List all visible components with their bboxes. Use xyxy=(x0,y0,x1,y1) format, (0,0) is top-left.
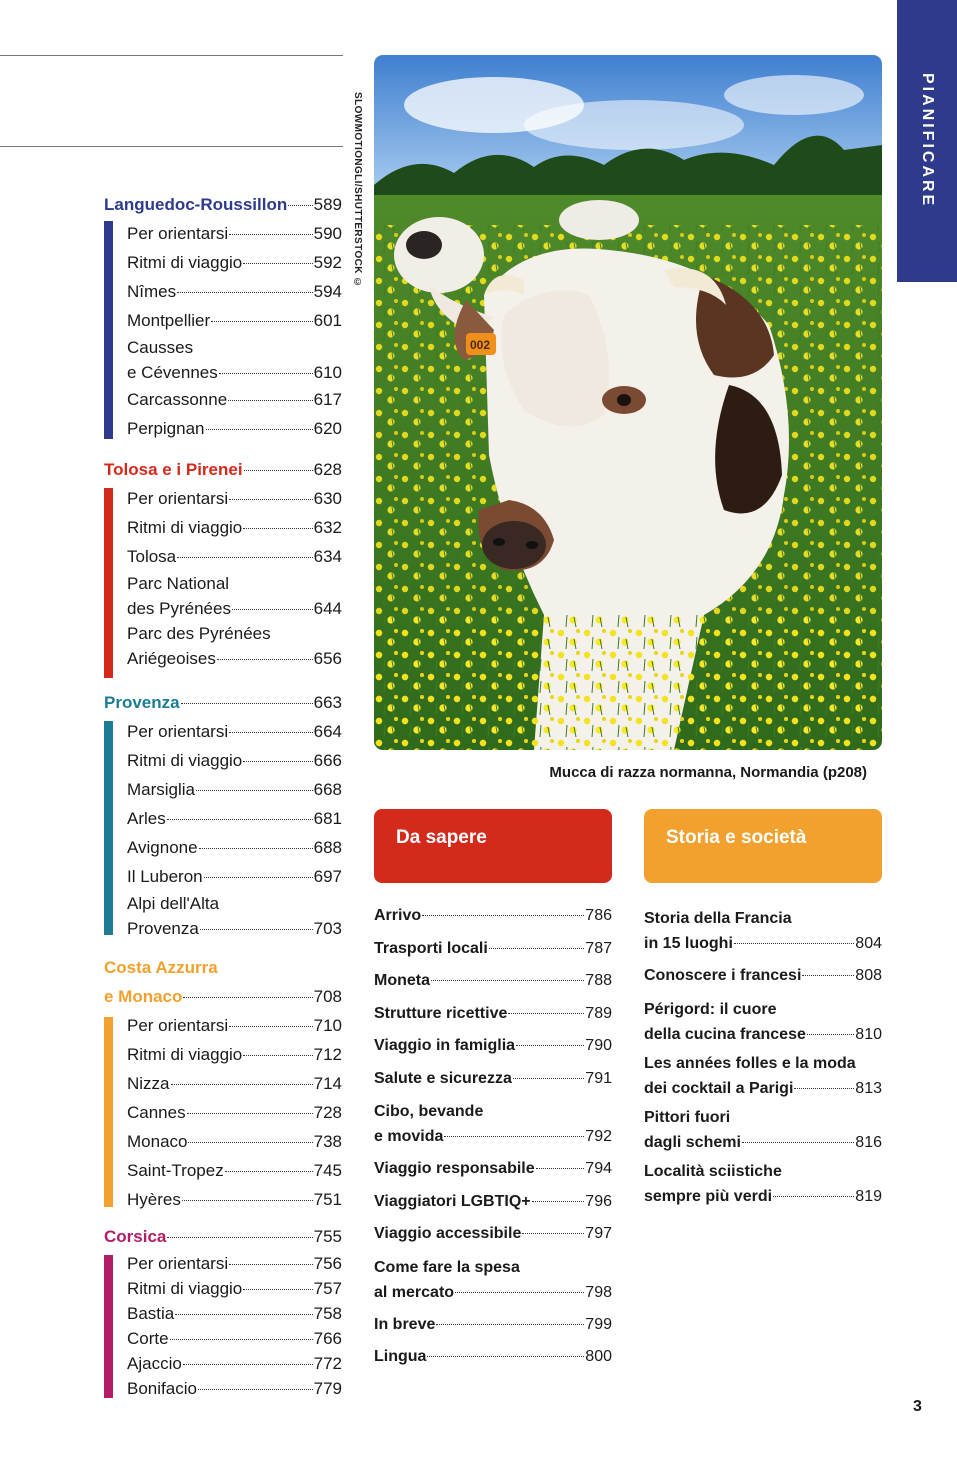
page-ref: 756 xyxy=(313,1254,342,1273)
section-header-storia[interactable] xyxy=(644,809,882,883)
leader-dots xyxy=(232,609,313,610)
toc-entry[interactable] xyxy=(374,998,612,1031)
leader-dots xyxy=(196,790,313,791)
entry-label: Nizza xyxy=(127,1074,170,1093)
toc-entry[interactable] xyxy=(127,621,342,671)
toc-entry[interactable] xyxy=(127,335,342,385)
entry-label-line2: della cucina francese xyxy=(644,1025,806,1043)
region-languedoc xyxy=(104,190,342,443)
toc-entry[interactable] xyxy=(127,571,342,621)
entry-label-line2: dei cocktail a Parigi xyxy=(644,1079,794,1097)
toc-entry[interactable] xyxy=(127,717,342,746)
section-header-title: Da sapere xyxy=(396,827,487,848)
toc-entry[interactable] xyxy=(127,891,342,941)
entry-label: Viaggio accessibile xyxy=(374,1225,522,1242)
leader-dots xyxy=(773,1196,854,1197)
section-header-title: Storia e società xyxy=(666,827,807,848)
page-ref: 610 xyxy=(313,363,342,382)
leader-dots xyxy=(489,948,584,949)
entry-label: Conoscere i francesi xyxy=(644,967,802,984)
toc-entry[interactable] xyxy=(374,1063,612,1096)
toc-entry[interactable] xyxy=(644,1051,882,1101)
toc-entry[interactable] xyxy=(374,933,612,966)
leader-dots xyxy=(170,1339,313,1340)
toc-entry[interactable] xyxy=(374,1186,612,1219)
leader-dots xyxy=(229,234,313,235)
page-ref: 710 xyxy=(313,1016,342,1035)
page-ref: 697 xyxy=(313,867,342,886)
leader-dots xyxy=(522,1233,584,1234)
leader-dots xyxy=(177,557,312,558)
entry-label: Ritmi di viaggio xyxy=(127,751,243,770)
entry-label: Bastia xyxy=(127,1304,175,1323)
entry-label: Storia della Francia xyxy=(644,910,792,927)
page-ref: 808 xyxy=(855,967,882,984)
entry-label: Cibo, bevande xyxy=(374,1103,484,1120)
leader-dots xyxy=(183,1364,313,1365)
entry-label: Périgord: il cuore xyxy=(644,1000,777,1018)
toc-entry[interactable] xyxy=(127,1326,342,1351)
page-ref: 757 xyxy=(313,1279,342,1298)
region-title[interactable] xyxy=(104,455,342,484)
region-title-text: Corsica xyxy=(104,1227,167,1246)
entry-label-line2: dagli schemi xyxy=(644,1133,741,1151)
page-ref: 594 xyxy=(313,282,342,301)
leader-dots xyxy=(244,470,313,471)
entry-label-line2: des Pyrénées xyxy=(127,599,231,618)
entry-label: Come fare la spesa xyxy=(374,1258,520,1276)
page-ref: 766 xyxy=(313,1329,342,1348)
toc-entry[interactable] xyxy=(127,1276,342,1301)
entry-label: Corte xyxy=(127,1329,169,1348)
page-ref: 786 xyxy=(585,907,612,924)
leader-dots xyxy=(508,1013,584,1014)
page-ref: 794 xyxy=(585,1160,612,1177)
entry-label: Ajaccio xyxy=(127,1354,182,1373)
page-ref: 590 xyxy=(313,224,342,243)
entry-label: Cannes xyxy=(127,1103,186,1122)
leader-dots xyxy=(219,373,313,374)
toc-entry[interactable] xyxy=(127,1156,342,1185)
entry-label: Ritmi di viaggio xyxy=(127,1279,243,1298)
region-corsica xyxy=(104,1222,342,1401)
page-ref: 708 xyxy=(313,987,342,1006)
section-tab-label: PIANIFICARE xyxy=(919,73,936,209)
entry-label: Bonifacio xyxy=(127,1379,197,1398)
page-ref: 601 xyxy=(313,311,342,330)
entry-list xyxy=(127,484,342,671)
entry-label: Tolosa xyxy=(127,547,177,566)
entry-label: Saint-Tropez xyxy=(127,1161,224,1180)
entry-label: Ritmi di viaggio xyxy=(127,518,243,537)
region-title-line2[interactable] xyxy=(104,982,342,1011)
leader-dots xyxy=(516,1045,584,1046)
entry-label: Viaggio in famiglia xyxy=(374,1037,516,1054)
leader-dots xyxy=(182,1200,313,1201)
leader-dots xyxy=(229,732,313,733)
region-title-text: Provenza xyxy=(104,693,180,712)
leader-dots xyxy=(243,1055,312,1056)
toc-entry[interactable] xyxy=(127,746,342,775)
page-ref: 632 xyxy=(313,518,342,537)
page-ref: 788 xyxy=(585,972,612,989)
page-number: 3 xyxy=(913,1398,922,1415)
entry-label: Perpignan xyxy=(127,419,205,438)
leader-dots xyxy=(225,1171,313,1172)
entry-label: Località sciistiche xyxy=(644,1162,782,1180)
page-ref: 789 xyxy=(585,1004,612,1022)
leader-dots xyxy=(200,929,313,930)
leader-dots xyxy=(742,1142,854,1143)
toc-entry[interactable] xyxy=(127,414,342,443)
leader-dots xyxy=(187,1113,313,1114)
leader-dots xyxy=(243,528,312,529)
page-ref: 634 xyxy=(313,547,342,566)
page-ref: 589 xyxy=(313,195,342,214)
storia-list xyxy=(644,902,882,1213)
entry-label: Parc des Pyrénées xyxy=(127,624,271,643)
page-ref: 813 xyxy=(855,1079,882,1097)
toc-entry[interactable] xyxy=(127,513,342,542)
region-title-text: Languedoc-Roussillon xyxy=(104,195,288,214)
entry-label: Viaggio responsabile xyxy=(374,1160,535,1177)
region-provenza xyxy=(104,688,342,941)
page-ref: 592 xyxy=(313,253,342,272)
entry-label: Per orientarsi xyxy=(127,489,229,508)
leader-dots xyxy=(167,1237,312,1238)
leader-dots xyxy=(243,761,312,762)
leader-dots xyxy=(228,400,312,401)
toc-entry[interactable] xyxy=(127,862,342,891)
toc-entry[interactable] xyxy=(374,1218,612,1251)
leader-dots xyxy=(513,1078,584,1079)
entry-label: Ritmi di viaggio xyxy=(127,253,243,272)
leader-dots xyxy=(206,429,313,430)
entry-label: Pittori fuori xyxy=(644,1108,731,1126)
photo-credit: SLOWMOTIONGLI/SHUTTERSTOCK © xyxy=(352,92,363,289)
toc-entry[interactable] xyxy=(127,1011,342,1040)
section-header-da-sapere[interactable] xyxy=(374,809,612,883)
entry-label: Les années folles e la moda xyxy=(644,1054,856,1072)
region-tolosa xyxy=(104,455,342,671)
leader-dots xyxy=(177,292,313,293)
toc-entry[interactable] xyxy=(127,484,342,513)
region-title-text: Costa Azzurra xyxy=(104,958,218,977)
entry-label-line2: Ariégeoises xyxy=(127,649,216,668)
leader-dots xyxy=(243,1289,312,1290)
leader-dots xyxy=(455,1292,584,1293)
page-ref: 798 xyxy=(585,1283,612,1301)
entry-label: Viaggiatori LGBTIQ+ xyxy=(374,1192,531,1210)
leader-dots xyxy=(243,263,312,264)
leader-dots xyxy=(734,943,854,944)
page-ref: 681 xyxy=(313,809,342,828)
toc-entry[interactable] xyxy=(127,1301,342,1326)
leader-dots xyxy=(794,1088,854,1089)
toc-entry[interactable] xyxy=(127,1069,342,1098)
leader-dots xyxy=(229,1026,313,1027)
page-ref: 796 xyxy=(585,1192,612,1210)
page-ref: 816 xyxy=(855,1133,882,1151)
leader-dots xyxy=(436,1324,584,1325)
leader-dots xyxy=(171,1084,313,1085)
toc-entry[interactable] xyxy=(127,1127,342,1156)
page-ref: 668 xyxy=(313,780,342,799)
toc-entry[interactable] xyxy=(374,1030,612,1063)
ear-tag: 002 xyxy=(470,338,491,352)
toc-entry[interactable] xyxy=(127,833,342,862)
region-color-bar xyxy=(104,221,113,439)
region-title[interactable] xyxy=(104,1222,342,1251)
page-ref: 712 xyxy=(313,1045,342,1064)
leader-dots xyxy=(431,980,584,981)
toc-entry[interactable] xyxy=(127,1098,342,1127)
region-title-text: Tolosa e i Pirenei xyxy=(104,460,243,479)
toc-entry[interactable] xyxy=(127,248,342,277)
entry-label: Parc National xyxy=(127,574,230,593)
toc-entry[interactable] xyxy=(127,1040,342,1069)
leader-dots xyxy=(807,1034,854,1035)
page-ref: 751 xyxy=(313,1190,342,1209)
leader-dots xyxy=(536,1168,585,1169)
toc-entry[interactable] xyxy=(127,1251,342,1276)
entry-label: Carcassonne xyxy=(127,390,228,409)
region-color-bar xyxy=(104,1017,113,1207)
leader-dots xyxy=(199,848,313,849)
entry-label: Moneta xyxy=(374,972,430,989)
entry-label: Ritmi di viaggio xyxy=(127,1045,243,1064)
entry-label: Per orientarsi xyxy=(127,1254,229,1273)
entry-label: Nîmes xyxy=(127,282,177,301)
page-ref: 800 xyxy=(585,1348,612,1365)
entry-label: Il Luberon xyxy=(127,867,203,886)
toc-entry[interactable] xyxy=(374,1099,612,1149)
toc-entry[interactable] xyxy=(374,1341,612,1374)
toc-entry[interactable] xyxy=(127,542,342,571)
toc-entry[interactable] xyxy=(374,1255,612,1305)
region-title[interactable] xyxy=(104,688,342,717)
entry-label: Montpellier xyxy=(127,311,211,330)
region-title[interactable] xyxy=(104,190,342,219)
entry-label: Salute e sicurezza xyxy=(374,1069,512,1087)
page-ref: 644 xyxy=(313,599,342,618)
page-ref: 620 xyxy=(313,419,342,438)
leader-dots xyxy=(167,819,313,820)
region-color-bar xyxy=(104,1255,113,1398)
page-ref: 792 xyxy=(585,1128,612,1145)
page-ref: 617 xyxy=(313,390,342,409)
leader-dots xyxy=(444,1136,584,1137)
top-rule xyxy=(0,55,343,56)
page-ref: 663 xyxy=(313,693,342,712)
page-ref: 656 xyxy=(313,649,342,668)
page-ref: 772 xyxy=(313,1354,342,1373)
toc-entry[interactable] xyxy=(127,1351,342,1376)
cow-photo xyxy=(374,55,882,750)
entry-label-line2: Provenza xyxy=(127,919,199,938)
entry-list xyxy=(127,717,342,941)
toc-entry[interactable] xyxy=(127,804,342,833)
entry-label-line2: e Cévennes xyxy=(127,363,218,382)
leader-dots xyxy=(204,877,313,878)
leader-dots xyxy=(532,1201,585,1202)
entry-label: Hyères xyxy=(127,1190,181,1209)
toc-entry[interactable] xyxy=(644,960,882,993)
section-tab[interactable] xyxy=(897,0,957,282)
toc-entry[interactable] xyxy=(644,997,882,1047)
leader-dots xyxy=(217,659,313,660)
toc-entry[interactable] xyxy=(127,1376,342,1401)
page-ref: 628 xyxy=(313,460,342,479)
page-ref: 804 xyxy=(855,935,882,952)
page-ref: 819 xyxy=(855,1187,882,1205)
region-color-bar xyxy=(104,488,113,678)
page-ref: 787 xyxy=(585,939,612,957)
toc-entry[interactable] xyxy=(374,1153,612,1186)
page-ref: 666 xyxy=(313,751,342,770)
entry-label: Per orientarsi xyxy=(127,1016,229,1035)
entry-label-line2: sempre più verdi xyxy=(644,1187,773,1205)
toc-entry[interactable] xyxy=(127,306,342,335)
region-costa-azzurra xyxy=(104,953,342,1214)
entry-label-line2: al mercato xyxy=(374,1283,455,1301)
toc-entry[interactable] xyxy=(644,1105,882,1155)
toc-entry[interactable] xyxy=(374,965,612,998)
leader-dots xyxy=(181,703,313,704)
da-sapere-list xyxy=(374,900,612,1374)
toc-entry[interactable] xyxy=(644,1159,882,1209)
entry-label: In breve xyxy=(374,1315,436,1333)
page-ref: 810 xyxy=(855,1025,882,1043)
entry-label: Trasporti locali xyxy=(374,939,488,957)
page-ref: 779 xyxy=(313,1379,342,1398)
page-ref: 714 xyxy=(313,1074,342,1093)
toc-entry[interactable] xyxy=(127,385,342,414)
page-ref: 799 xyxy=(585,1315,612,1333)
toc-entry[interactable] xyxy=(644,906,882,956)
entry-label-line2: e movida xyxy=(374,1128,444,1145)
toc-entry[interactable] xyxy=(127,1185,342,1214)
toc-entry[interactable] xyxy=(127,219,342,248)
leader-dots xyxy=(427,1356,584,1357)
page-ref: 745 xyxy=(313,1161,342,1180)
leader-dots xyxy=(198,1389,313,1390)
leader-dots xyxy=(802,975,854,976)
entry-label: Per orientarsi xyxy=(127,722,229,741)
leader-dots xyxy=(422,915,584,916)
leader-dots xyxy=(229,1264,313,1265)
page-ref: 664 xyxy=(313,722,342,741)
entry-label: Monaco xyxy=(127,1132,188,1151)
photo-caption: Mucca di razza normanna, Normandia (p208) xyxy=(549,764,867,781)
entry-list xyxy=(127,1251,342,1401)
page-ref: 797 xyxy=(585,1225,612,1242)
page-ref: 630 xyxy=(313,489,342,508)
region-color-bar xyxy=(104,721,113,935)
leader-dots xyxy=(188,1142,312,1143)
leader-dots xyxy=(175,1314,312,1315)
entry-label: Strutture ricettive xyxy=(374,1004,508,1022)
leader-dots xyxy=(183,997,312,998)
toc-entry[interactable] xyxy=(374,1309,612,1342)
toc-entry[interactable] xyxy=(127,277,342,306)
entry-label: Avignone xyxy=(127,838,198,857)
entry-list xyxy=(127,219,342,443)
header-rule xyxy=(0,146,343,147)
entry-label: Arles xyxy=(127,809,166,828)
toc-entry[interactable] xyxy=(127,775,342,804)
entry-label: Causses xyxy=(127,338,194,357)
page-ref: 791 xyxy=(585,1069,612,1087)
page-ref: 728 xyxy=(313,1103,342,1122)
page-ref: 758 xyxy=(313,1304,342,1323)
page-ref: 703 xyxy=(313,919,342,938)
entry-label: Alpi dell'Alta xyxy=(127,894,220,913)
page-ref: 755 xyxy=(313,1227,342,1246)
entry-label: Arrivo xyxy=(374,907,422,924)
entry-list xyxy=(127,1011,342,1214)
leader-dots xyxy=(211,321,312,322)
toc-entry[interactable] xyxy=(374,900,612,933)
region-title-text: e Monaco xyxy=(104,987,183,1006)
entry-label: Lingua xyxy=(374,1348,427,1365)
region-title[interactable] xyxy=(104,953,342,982)
page-ref: 688 xyxy=(313,838,342,857)
leader-dots xyxy=(229,499,313,500)
page-ref: 738 xyxy=(313,1132,342,1151)
entry-label-line2: in 15 luoghi xyxy=(644,935,733,952)
leader-dots xyxy=(288,205,312,206)
entry-label: Marsiglia xyxy=(127,780,196,799)
page-ref: 790 xyxy=(585,1037,612,1054)
entry-label: Per orientarsi xyxy=(127,224,229,243)
